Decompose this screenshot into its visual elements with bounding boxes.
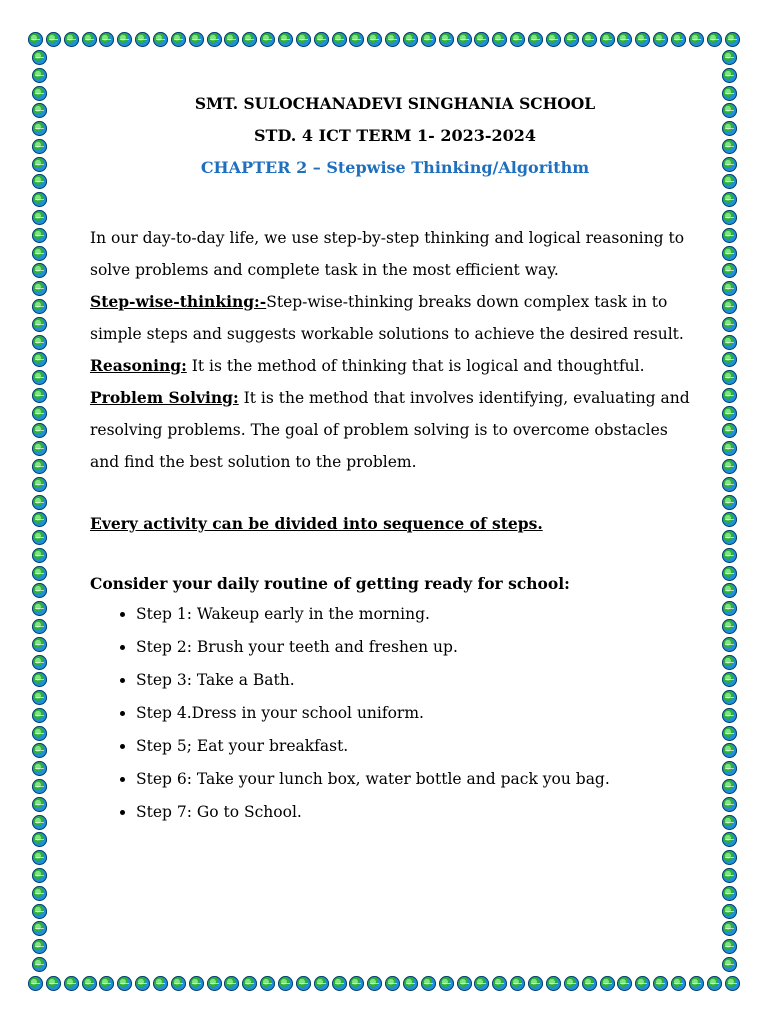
globe-icon [722,192,737,207]
definition-term: Problem Solving: [90,388,239,407]
globe-icon [421,976,436,991]
globe-icon [117,32,132,47]
globe-icon [32,583,47,598]
globe-icon [32,886,47,901]
globe-icon [32,939,47,954]
globe-icon [492,976,507,991]
globe-icon [635,976,650,991]
globe-icon [32,690,47,705]
globe-icon [722,121,737,136]
globe-icon [278,32,293,47]
globe-icon [722,228,737,243]
globe-icon [32,726,47,741]
globe-icon [722,601,737,616]
globe-icon [32,904,47,919]
globe-icon [725,32,740,47]
globe-icon [32,157,47,172]
globe-icon [32,317,47,332]
globe-icon [582,32,597,47]
globe-icon [403,32,418,47]
list-item: • Step 4.Dress in your school uniform. [136,697,700,730]
globe-icon [171,976,186,991]
globe-icon [722,761,737,776]
list-item: • Step 5; Eat your breakfast. [136,730,700,763]
globe-icon [617,32,632,47]
globe-icon [32,103,47,118]
globe-icon [32,352,47,367]
intro-paragraph: In our day-to-day life, we use step-by-step thinking and logical reasoning to solve problems and complete task in the most efficient way. [90,229,685,279]
globe-icon [722,174,737,189]
globe-icon [32,68,47,83]
globe-icon [457,32,472,47]
globe-icon [46,32,61,47]
globe-icon [564,976,579,991]
globe-icon [296,32,311,47]
globe-icon [32,246,47,261]
globe-icon [314,976,329,991]
globe-icon [32,139,47,154]
globe-icon [32,832,47,847]
globe-icon [260,976,275,991]
globe-icon [32,868,47,883]
globe-icon [722,139,737,154]
globe-icon [153,976,168,991]
globe-icon [28,976,43,991]
globe-icon [722,50,737,65]
globe-icon [32,86,47,101]
globe-icon [722,850,737,865]
globe-icon [582,976,597,991]
globe-icon [171,32,186,47]
globe-icon [32,228,47,243]
globe-icon [385,976,400,991]
globe-icon [528,32,543,47]
definition-reasoning [90,350,700,382]
school-name: SMT. SULOCHANADEVI SINGHANIA SCHOOL [194,94,596,113]
globe-icon [135,976,150,991]
definition-step-wise-thinking [90,286,700,350]
globe-icon [722,68,737,83]
globe-icon [707,32,722,47]
globe-icon [564,32,579,47]
globe-icon [722,459,737,474]
globe-icon [64,976,79,991]
globe-icon [32,423,47,438]
globe-icon [722,832,737,847]
definition-term: Step-wise-thinking:- [90,292,267,311]
globe-icon [707,976,722,991]
globe-icon [689,976,704,991]
globe-icon [332,32,347,47]
globe-icon [474,32,489,47]
globe-icon [617,976,632,991]
globe-icon [722,779,737,794]
globe-icon [349,976,364,991]
globe-icon [722,317,737,332]
globe-icon [722,672,737,687]
definition-term: Reasoning: [90,356,187,375]
globe-icon [528,976,543,991]
globe-icon [722,477,737,492]
border-left [28,50,50,972]
globe-icon [671,976,686,991]
globe-icon [332,976,347,991]
definition-text: Step-wise-thinking breaks down complex task in to simple steps and suggests workable solutions to achieve the desired result. [90,293,684,343]
globe-icon [32,672,47,687]
activity-heading: Every activity can be divided into sequence of steps. [90,514,543,533]
steps-list [90,598,700,829]
globe-icon [32,370,47,385]
globe-icon [722,690,737,705]
globe-icon [32,530,47,545]
globe-icon [722,548,737,563]
globe-icon [722,263,737,278]
globe-icon [457,976,472,991]
globe-icon [32,495,47,510]
globe-icon [722,352,737,367]
globe-icon [722,868,737,883]
globe-icon [32,601,47,616]
globe-icon [32,779,47,794]
globe-icon [385,32,400,47]
globe-icon [242,976,257,991]
globe-icon [189,976,204,991]
globe-icon [600,32,615,47]
globe-icon [722,726,737,741]
globe-icon [32,406,47,421]
globe-icon [722,103,737,118]
globe-icon [32,210,47,225]
globe-icon [32,957,47,972]
globe-icon [722,335,737,350]
list-item: • Step 1: Wakeup early in the morning. [136,598,700,631]
globe-icon [32,566,47,581]
globe-icon [207,976,222,991]
definition-problem-solving [90,382,700,478]
globe-icon [32,619,47,634]
document-body [90,90,700,829]
globe-icon [510,976,525,991]
list-item: • Step 2: Brush your teeth and freshen up. [136,631,700,664]
globe-icon [510,32,525,47]
globe-icon [635,32,650,47]
globe-icon [722,246,737,261]
globe-icon [722,157,737,172]
globe-icon [82,976,97,991]
globe-icon [296,976,311,991]
globe-icon [722,423,737,438]
globe-icon [722,441,737,456]
globe-icon [32,281,47,296]
globe-icon [722,637,737,652]
globe-icon [32,548,47,563]
globe-icon [32,815,47,830]
globe-icon [722,495,737,510]
globe-icon [439,32,454,47]
globe-icon [367,976,382,991]
globe-icon [32,655,47,670]
border-right [718,50,740,972]
globe-icon [474,976,489,991]
globe-icon [722,743,737,758]
globe-icon [722,566,737,581]
globe-icon [32,708,47,723]
globe-icon [722,904,737,919]
globe-icon [722,530,737,545]
globe-icon [32,743,47,758]
globe-icon [722,583,737,598]
globe-icon [722,281,737,296]
globe-icon [653,976,668,991]
globe-icon [671,32,686,47]
definition-text: It is the method that involves identifying, evaluating and resolving problems. The goal of problem solving is to overcome obstacles and find the best solution to the problem. [90,389,690,471]
globe-icon [722,86,737,101]
globe-icon [349,32,364,47]
globe-icon [224,32,239,47]
globe-icon [242,32,257,47]
globe-icon [722,655,737,670]
globe-icon [32,388,47,403]
globe-icon [99,976,114,991]
globe-icon [32,50,47,65]
globe-icon [722,512,737,527]
globe-icon [722,886,737,901]
chapter-title: CHAPTER 2 – Stepwise Thinking/Algorithm [200,158,590,177]
globe-icon [260,32,275,47]
border-top [28,28,740,50]
globe-icon [32,121,47,136]
globe-icon [722,619,737,634]
globe-icon [278,976,293,991]
globe-icon [32,263,47,278]
globe-icon [403,976,418,991]
globe-icon [32,335,47,350]
border-bottom [28,972,740,994]
globe-icon [224,976,239,991]
globe-icon [722,921,737,936]
globe-icon [32,477,47,492]
globe-icon [32,797,47,812]
globe-icon [99,32,114,47]
globe-icon [439,976,454,991]
globe-icon [32,441,47,456]
globe-icon [722,939,737,954]
globe-icon [722,406,737,421]
globe-icon [32,921,47,936]
globe-icon [725,976,740,991]
globe-icon [153,32,168,47]
globe-icon [722,797,737,812]
globe-icon [117,976,132,991]
globe-icon [64,32,79,47]
globe-icon [32,850,47,865]
globe-icon [546,32,561,47]
globe-icon [722,708,737,723]
globe-icon [367,32,382,47]
list-item: • Step 7: Go to School. [136,796,700,829]
list-item: • Step 6: Take your lunch box, water bottle and pack you bag. [136,763,700,796]
globe-icon [722,299,737,314]
globe-icon [32,459,47,474]
globe-icon [722,388,737,403]
globe-icon [722,957,737,972]
term-title: STD. 4 ICT TERM 1- 2023-2024 [253,126,537,145]
definition-text: It is the method of thinking that is logical and thoughtful. [186,357,645,375]
globe-icon [492,32,507,47]
globe-icon [722,370,737,385]
globe-icon [546,976,561,991]
globe-icon [207,32,222,47]
globe-icon [32,174,47,189]
globe-icon [32,637,47,652]
globe-icon [32,761,47,776]
globe-icon [28,32,43,47]
globe-icon [722,815,737,830]
globe-icon [722,210,737,225]
routine-heading: Consider your daily routine of getting ready for school: [90,574,570,593]
globe-icon [314,32,329,47]
globe-icon [653,32,668,47]
globe-icon [32,512,47,527]
globe-icon [135,32,150,47]
globe-icon [46,976,61,991]
globe-icon [32,299,47,314]
globe-icon [421,32,436,47]
globe-icon [689,32,704,47]
globe-icon [32,192,47,207]
list-item: • Step 3: Take a Bath. [136,664,700,697]
globe-icon [189,32,204,47]
globe-icon [600,976,615,991]
globe-icon [82,32,97,47]
